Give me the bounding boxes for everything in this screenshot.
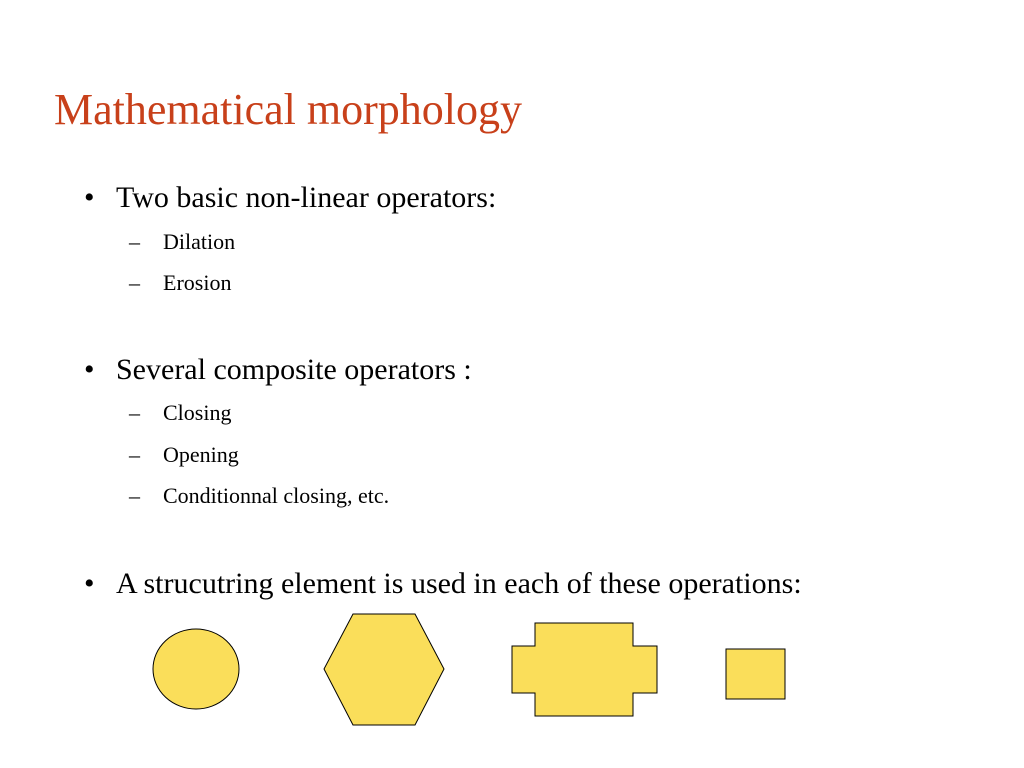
- bullet-2-sub-2-text: Opening: [163, 442, 239, 467]
- bullet-1-sub-2-text: Erosion: [163, 270, 232, 295]
- bullet-1-sub-1-text: Dilation: [163, 229, 236, 254]
- bullet-2-sub-3: [129, 482, 579, 510]
- sub-marker: –: [129, 400, 140, 425]
- bullet-2-sub-1: [129, 399, 529, 427]
- bullet-1: [84, 180, 684, 216]
- sub-marker: –: [129, 229, 140, 254]
- hexagon-structuring-element: [324, 614, 444, 725]
- bullet-1-text: Two basic non-linear operators:: [116, 181, 497, 214]
- bullet-2-sub-3-text: Conditionnal closing, etc.: [163, 483, 390, 508]
- sub-marker: –: [129, 442, 140, 467]
- cross-structuring-element: [512, 623, 657, 716]
- bullet-1-sub-2: [129, 269, 529, 297]
- sub-marker: –: [129, 483, 140, 508]
- bullet-marker: •: [84, 181, 95, 214]
- bullet-marker: •: [84, 353, 95, 386]
- bullet-2: [84, 352, 684, 388]
- bullet-3: [84, 566, 984, 602]
- bullet-1-sub-1: [129, 228, 529, 256]
- bullet-2-text: Several composite operators :: [116, 353, 472, 386]
- bullet-3-text: A strucutring element is used in each of these operations:: [116, 567, 802, 600]
- bullet-2-sub-2: [129, 441, 529, 469]
- square-structuring-element: [726, 649, 785, 699]
- bullet-2-sub-1-text: Closing: [163, 400, 232, 425]
- bullet-marker: •: [84, 567, 95, 600]
- circle-structuring-element: [153, 629, 239, 709]
- sub-marker: –: [129, 270, 140, 295]
- slide-title: Mathematical morphology: [54, 85, 522, 134]
